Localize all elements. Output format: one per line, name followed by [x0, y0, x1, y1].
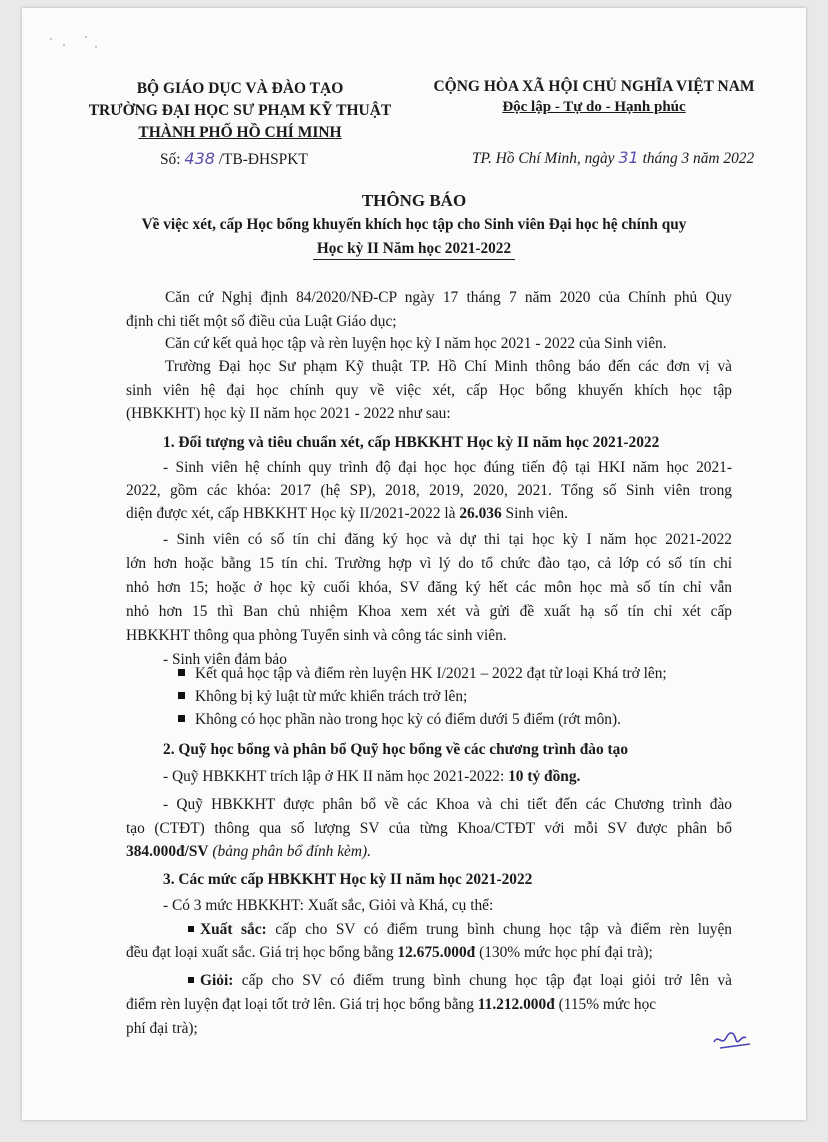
- bullet-icon: [178, 669, 185, 676]
- s2-item-b-l3: 384.000đ/SV (bảng phân bổ đính kèm).: [126, 843, 371, 860]
- s1-item-b-l2: lớn hơn hoặc bằng 15 tín chỉ. Trường hợp vì lý do tổ chức đào tạo, cả lớp có số tín chỉ: [126, 555, 732, 572]
- handwritten-number: 438: [184, 149, 215, 168]
- document-number: Số: 438 /TB-ĐHSPKT: [160, 149, 308, 168]
- s2-item-a: - Quỹ HBKKHT trích lập ở HK II năm học 2021-2022: 10 tỷ đồng.: [163, 768, 581, 785]
- handwritten-day: 31: [618, 148, 639, 167]
- intro-paragraph-l2: sinh viên hệ đại học chính quy về việc xét, cấp Học bổng khuyến khích học tập: [126, 382, 732, 399]
- country-name: CỘNG HÒA XÃ HỘI CHỦ NGHĨA VIỆT NAM: [433, 78, 755, 95]
- bullet-icon: [188, 977, 194, 983]
- university-name: TRƯỜNG ĐẠI HỌC SƯ PHẠM KỸ THUẬT: [88, 102, 392, 119]
- legal-basis-1-cont: định chi tiết một số điều của Luật Giáo dục;: [126, 313, 397, 330]
- s2-item-b-l1: - Quỹ HBKKHT được phân bổ về các Khoa và chi tiết đến các Chương trình đào: [163, 796, 732, 813]
- s3-excellent-l2: đều đạt loại xuất sắc. Giá trị học bổng bằng 12.675.000đ (130% mức học phí đại trà);: [126, 944, 653, 961]
- ministry-name: BỘ GIÁO DỤC VÀ ĐÀO TẠO: [136, 80, 344, 97]
- bullet-icon: [178, 692, 185, 699]
- s1-item-b-l5: HBKKHT thông qua phòng Tuyển sinh và công tác sinh viên.: [126, 627, 507, 644]
- s1-item-c: - Sinh viên đảm bảo: [163, 651, 287, 668]
- s3-good-l2: điểm rèn luyện đạt loại tốt trở lên. Giá trị học bổng bằng 11.212.000đ (115% mức học: [126, 996, 657, 1013]
- motto: Độc lập - Tự do - Hạnh phúc: [502, 99, 686, 115]
- s1-criterion-3: Không có học phần nào trong học kỳ có điểm dưới 5 điểm (rớt môn).: [178, 708, 621, 732]
- notice-subtitle-1: Về việc xét, cấp Học bổng khuyến khích học tập cho Sinh viên Đại học hệ chính quy: [141, 216, 687, 233]
- section-3-heading: 3. Các mức cấp HBKKHT Học kỳ II năm học 2021-2022: [163, 871, 533, 888]
- s1-item-a-l1: - Sinh viên hệ chính quy trình độ đại học học đúng tiến độ tại HKI năm học 2021-: [163, 459, 732, 476]
- legal-basis-1: Căn cứ Nghị định 84/2020/NĐ-CP ngày 17 tháng 7 năm 2020 của Chính phủ Quy: [165, 289, 732, 306]
- bullet-icon: [178, 715, 185, 722]
- document-date: TP. Hồ Chí Minh, ngày 31 tháng 3 năm 2022: [472, 148, 755, 167]
- s1-item-b-l3: nhỏ hơn 15; hoặc ở học kỳ cuối khóa, SV đăng ký hết các môn học mà số tín chỉ vẫn: [126, 579, 732, 596]
- notice-title: THÔNG BÁO: [361, 191, 467, 210]
- s3-good-l3: phí đại trà);: [126, 1020, 198, 1037]
- s2-item-b-l2: tạo (CTĐT) thông qua số lượng SV của từng Khoa/CTĐT với mỗi SV được phân bổ: [126, 820, 732, 837]
- bullet-icon: [188, 926, 194, 932]
- s1-item-a-l3: diện được xét, cấp HBKKHT Học kỳ II/2021-2022 là 26.036 Sinh viên.: [126, 505, 568, 522]
- section-2-heading: 2. Quỹ học bổng và phân bổ Quỹ học bổng về các chương trình đào tạo: [163, 741, 629, 758]
- intro-paragraph-l1: Trường Đại học Sư phạm Kỹ thuật TP. Hồ Chí Minh thông báo đến các đơn vị và: [165, 358, 732, 375]
- s3-excellent-l1: Xuất sắc: cấp cho SV có điểm trung bình chung học tập và điểm rèn luyện: [188, 918, 732, 942]
- s3-intro: - Có 3 mức HBKKHT: Xuất sắc, Giỏi và Khá, cụ thể:: [163, 897, 494, 914]
- s1-item-a-l2: 2022, gồm các khóa: 2017 (hệ SP), 2018, 2019, 2020, 2021. Tổng số Sinh viên trong: [126, 482, 732, 499]
- s1-criterion-1: Kết quả học tập và điểm rèn luyện HK I/2021 – 2022 đạt từ loại Khá trở lên;: [178, 662, 667, 686]
- legal-basis-2: Căn cứ kết quả học tập và rèn luyện học kỳ I năm học 2021 - 2022 của Sinh viên.: [165, 335, 667, 352]
- s1-criterion-2: Không bị kỷ luật từ mức khiển trách trở lên;: [178, 685, 467, 709]
- s1-item-b-l1: - Sinh viên có số tín chỉ đăng ký học và dự thi tại học kỳ I năm học 2021-2022: [163, 531, 732, 548]
- intro-paragraph-l3: (HBKKHT) học kỳ II năm học 2021 - 2022 như sau:: [126, 405, 451, 422]
- notice-subtitle-2: Học kỳ II Năm học 2021-2022: [0, 240, 828, 258]
- initials-signature: [710, 1024, 758, 1054]
- s1-item-b-l4: nhỏ hơn 15 thì Ban chủ nhiệm Khoa xem xét và gửi đề xuất hạ số tín chỉ xét cấp: [126, 603, 732, 620]
- city-name: THÀNH PHỐ HỒ CHÍ MINH: [138, 124, 342, 141]
- section-1-heading: 1. Đối tượng và tiêu chuẩn xét, cấp HBKKHT Học kỳ II năm học 2021-2022: [163, 434, 660, 451]
- s3-good-l1: Giỏi: cấp cho SV có điểm trung bình chung học tập đạt loại giỏi trở lên và: [188, 969, 732, 993]
